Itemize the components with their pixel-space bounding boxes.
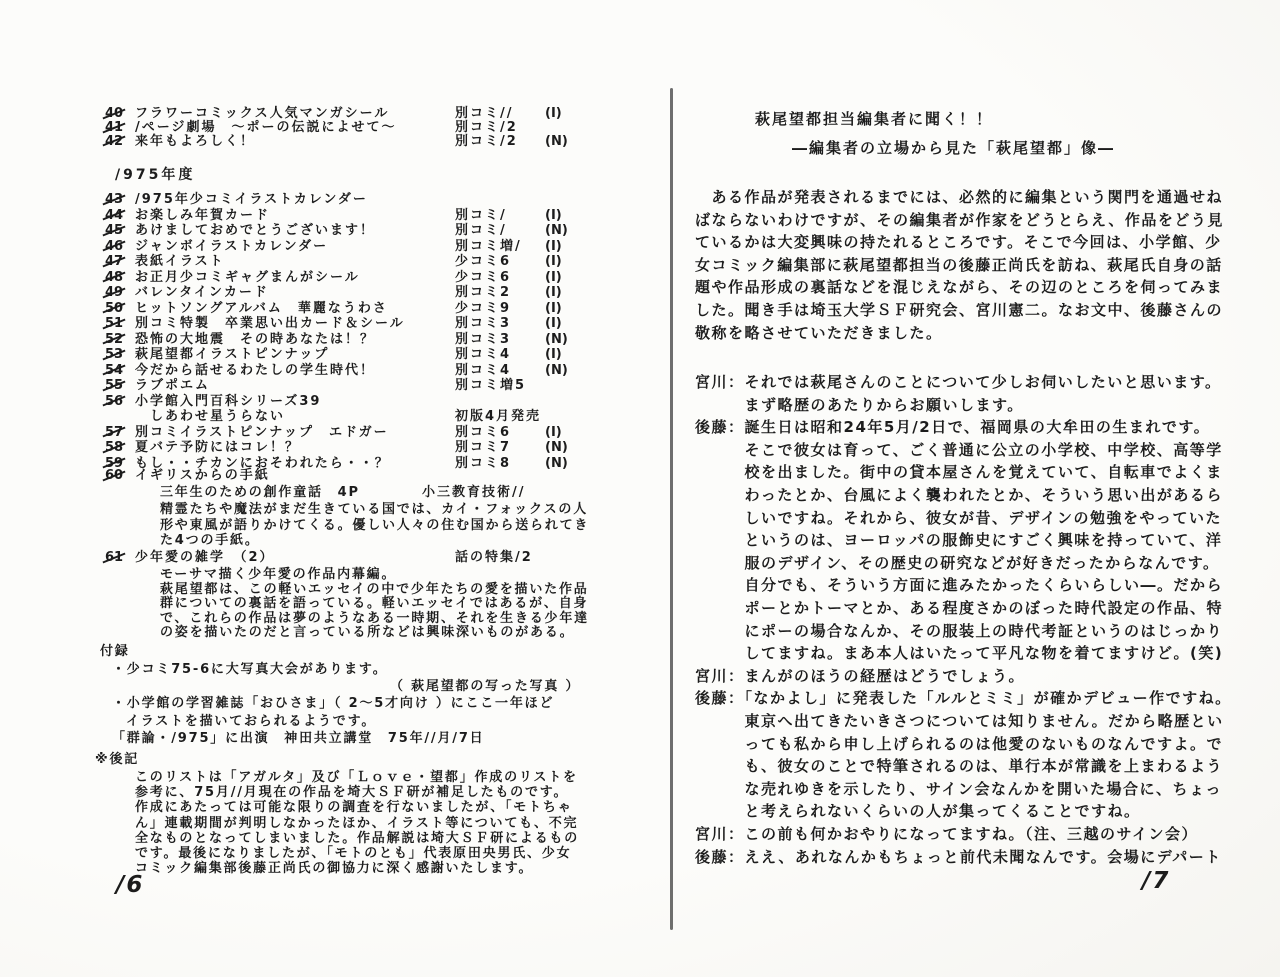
item-number: 59 xyxy=(105,456,135,471)
item-mark: (I) xyxy=(545,424,562,440)
appendix-line: （ 萩尾望都の写った写真 ） xyxy=(390,679,581,695)
item-title: フラワーコミックス人気マンガシール xyxy=(135,106,390,121)
item-title: 夏バテ予防にはコレ！？ xyxy=(135,440,301,455)
postscript-line: 全なものとなってしまいました。作品解説は埼大ＳＦ研によるもの xyxy=(135,830,580,846)
dialogue-line: 服のデザイン、その歴史の研究などが好きだったからなんです。 xyxy=(695,553,1220,572)
item-number: 43 xyxy=(105,192,135,207)
work-item-row xyxy=(105,238,562,254)
item-publication: 別コミ4 xyxy=(455,347,512,362)
item-title: 恐怖の大地震 その時あなたは！？ xyxy=(135,331,376,347)
dialogue-line: な売れゆきを示したり、サイン会なんかを開いた場合に、ちょっ xyxy=(695,779,1222,798)
item-publication: 別コミ// xyxy=(455,106,514,121)
item-title: ヒットソングアルバム 華麗なうわさ xyxy=(135,300,388,316)
intro-line: した。聞き手は埼玉大学ＳＦ研究会、宮川憲二。なお文中、後藤さんの xyxy=(695,301,1224,319)
postscript-line: コミック編集部後藤正尚氏の御協力に深く感謝いたします。 xyxy=(135,861,534,877)
appendix-heading: 付録 xyxy=(100,644,130,659)
item61-description-line: の姿を描いたのだと言っている所などは興味深いものがある。 xyxy=(160,625,575,641)
item-title: お楽しみ年賀カード xyxy=(135,207,271,223)
work-item-row xyxy=(105,285,562,300)
item-number: 61 xyxy=(105,550,135,565)
item-title: 小学館入門百科シリーズ39 xyxy=(135,393,322,409)
item-number: 42 xyxy=(105,134,135,149)
item-publication: 別コミ/2 xyxy=(455,119,518,135)
item-publication: 別コミ/ xyxy=(455,207,507,223)
dialogue-line: も、彼女のことで特筆されるのは、単行本が常識を上まわるよう xyxy=(695,757,1224,776)
intro-line: 敬称を略させていただきました。 xyxy=(695,323,943,342)
item-number: 53 xyxy=(105,347,135,362)
item-mark: (N) xyxy=(545,331,568,347)
item-number: 55 xyxy=(105,378,135,393)
item-publication: 別コミ増5 xyxy=(455,378,527,393)
item-number: 52 xyxy=(105,332,135,347)
item-publication: 別コミ増/ xyxy=(455,238,522,254)
item-mark: (I) xyxy=(545,300,562,316)
intro-line: ばならないわけですが、その編集者が作家をどうとらえ、作品をどう見 xyxy=(695,210,1224,229)
work-item-row xyxy=(105,192,368,207)
item-number: 47 xyxy=(105,254,135,269)
appendix-line: 「群論・/975」に出演 神田共立講堂 75年//月/7日 xyxy=(112,730,485,746)
work-item-row xyxy=(105,316,562,331)
work-item-row xyxy=(105,468,270,483)
item-publication: 小三教育技術// xyxy=(422,485,526,500)
postscript-line: 参考に、75月//月現在の作品を埼大ＳＦ研が補足したものです。 xyxy=(135,785,569,801)
work-item-row xyxy=(105,269,562,285)
work-item-row xyxy=(105,331,568,347)
item-mark: (N) xyxy=(545,440,568,455)
item-mark: (I) xyxy=(545,316,562,331)
item-publication: 別コミ3 xyxy=(455,316,512,331)
dialogue-line: 校を出ました。街中の貸本屋さんを覚えていて、自転車でよくま xyxy=(695,463,1223,482)
item-publication: 少コミ9 xyxy=(455,300,512,316)
item-title: イギリスからの手紙 xyxy=(135,468,270,483)
work-item-row xyxy=(105,207,562,223)
interview-subtitle: ―編集者の立場から見た「萩尾望都」像― xyxy=(792,139,1116,157)
postscript-line: このリストは「アガルタ」及び「Ｌｏｖｅ・望都」作成のリストを xyxy=(135,770,578,785)
item-publication: 初版4月発売 xyxy=(455,409,542,424)
item-number: 54 xyxy=(105,363,135,378)
work-item-row xyxy=(105,409,542,424)
item-publication: 別コミ4 xyxy=(455,362,512,378)
item-publication: 少コミ6 xyxy=(455,254,512,269)
postscript-line: 作成にあたっては可能な限りの調査を行ないましたが、「モトちゃ xyxy=(135,800,573,816)
item61-description-line: モーサマ描く少年愛の作品内幕編。 xyxy=(160,567,397,582)
item-mark: (I) xyxy=(545,347,562,362)
item-title: 別コミ特製 卒業思い出カード＆シール xyxy=(135,316,405,331)
item-mark: (I) xyxy=(545,207,562,223)
item-number: 44 xyxy=(105,208,135,223)
dialogue-line: そこで彼女は育って、ごく普通に公立の小学校、中学校、高等学 xyxy=(695,440,1223,459)
item60-description-line: た4つの手紙。 xyxy=(160,533,260,549)
item-number: 60 xyxy=(105,468,135,483)
item-publication: 別コミ/ xyxy=(455,223,507,238)
item-publication: 話の特集/2 xyxy=(455,550,533,565)
dialogue-line: わったとか、台風によく襲われたとか、そういう思い出があるら xyxy=(695,486,1223,504)
item-mark: (N) xyxy=(545,223,568,238)
work-item-row xyxy=(105,362,568,378)
item-publication: 別コミ/2 xyxy=(455,133,518,149)
item-mark: (I) xyxy=(545,269,562,285)
work-item-row xyxy=(105,378,527,393)
item-mark: (N) xyxy=(545,133,568,149)
postscript-line: です。最後になりましたが、「モトのとも」代表原田央男氏、少女 xyxy=(135,846,572,861)
postscript-heading: ※後記 xyxy=(95,752,140,767)
item-title: 萩尾望都イラストピンナップ xyxy=(135,347,330,362)
item-title: /975年少コミイラストカレンダー xyxy=(135,192,368,207)
item-mark: (N) xyxy=(545,455,568,471)
postscript-line: ん」連載期間が判明しなかったほか、イラスト等についても、不完 xyxy=(135,815,579,831)
dialogue-line: と考えられないくらいの人が集ってくることですね。 xyxy=(695,802,1141,821)
item-publication: 別コミ6 xyxy=(455,424,512,440)
item60-description-line: 精霊たちや魔法がまだ生きている国では、カイ・フォックスの人 xyxy=(160,502,589,517)
item-number: 57 xyxy=(105,425,135,440)
item-title: 少年愛の雑学 （2） xyxy=(135,550,275,565)
page-number-right: /7 xyxy=(1142,868,1171,894)
work-item-row xyxy=(105,300,562,316)
dialogue-line: しいですね。それから、彼女が昔、デザインの勉強をやっていた xyxy=(695,508,1222,527)
item-title: /ページ劇場 ～ポーの伝説によせて～ xyxy=(135,119,397,135)
work-item-row xyxy=(105,424,562,440)
item-title: お正月少コミギャグまんがシール xyxy=(135,269,360,285)
dialogue-line: っても私から申し上げられるのは他愛のないものなんですよ。で xyxy=(695,734,1224,753)
dialogue-line: 宮川：それでは萩尾さんのことについて少しお伺いしたいと思います。 xyxy=(695,373,1222,391)
item-publication: 別コミ2 xyxy=(455,285,512,300)
dialogue-line: にポーの場合なんか、その服装上の時代考証というのはじっかり xyxy=(695,621,1224,640)
item-title: あけましておめでとうございます！ xyxy=(135,223,376,238)
work-item-row xyxy=(105,394,321,409)
work-item-row xyxy=(105,133,568,149)
dialogue-line: 宮川：まんがのほうの経歴はどうでしょう。 xyxy=(695,666,1026,685)
appendix-line: ・小学館の学習雑誌「おひさま」（ 2～5才向け ）にここ一年ほど xyxy=(112,696,555,712)
dialogue-line: 東京へ出てきたいきさつについては知りません。だから略歴とい xyxy=(695,712,1224,730)
item-title: しあわせ星うらない xyxy=(135,409,286,424)
item-title: ジャンボイラストカレンダー xyxy=(135,238,329,254)
page-number-left: /6 xyxy=(116,872,145,898)
year-heading: /975年度 xyxy=(115,167,196,183)
item-title: 別コミイラストピンナップ エドガー xyxy=(135,424,389,440)
item-mark: (I) xyxy=(545,254,562,269)
work-item-row xyxy=(105,440,568,455)
intro-line: ある作品が発表されるまでには、必然的に編集という関門を通過せね xyxy=(695,188,1224,206)
dialogue-line: 宮川：この前も何かおやりになってますね。（注、三越のサイン会） xyxy=(695,825,1198,843)
work-item-row xyxy=(105,254,562,269)
dialogue-line: まず略歴のあたりからお願いします。 xyxy=(695,395,1024,414)
dialogue-line: 後藤：「なかよし」に発表した「ルルとミミ」が確かデビュー作ですね。 xyxy=(695,689,1232,708)
appendix-line: イラストを描いておられるようです。 xyxy=(126,713,377,729)
work-item-row xyxy=(105,550,533,565)
item-number: 56 xyxy=(105,394,135,409)
item-publication: 別コミ8 xyxy=(455,455,512,471)
item-title: もし・・チカンにおそわれたら・・？ xyxy=(135,455,390,471)
dialogue-line: してますね。まあ本人はいたって平凡な物を着てますけど。(笑) xyxy=(695,644,1224,663)
item61-description-line: で、これらの作品は夢のようなある一時期、それを生きる少年達 xyxy=(160,610,589,626)
item-number: 41 xyxy=(105,120,135,135)
item-number: 49 xyxy=(105,285,135,300)
item-number: 48 xyxy=(105,270,135,285)
work-item-row xyxy=(105,119,518,135)
item-title: 表紙イラスト xyxy=(135,254,225,269)
appendix-line: ・少コミ75-6に大写真大会があります。 xyxy=(112,662,388,677)
item-number: 51 xyxy=(105,316,135,331)
intro-line: 題や作品形成の裏話などを混じえながら、その辺のところを伺ってみま xyxy=(695,278,1224,297)
item-number: 46 xyxy=(105,239,135,254)
item-publication: 別コミ7 xyxy=(455,440,512,455)
item-title: ラブポエム xyxy=(135,378,211,393)
item-publication: 少コミ6 xyxy=(455,269,512,285)
page-gutter-binding-line xyxy=(670,88,673,930)
item61-description-line: 群についての裏話を語っている。軽いエッセイではあるが、自身 xyxy=(160,596,589,612)
item-title: 今だから話せるわたしの学生時代！ xyxy=(135,362,376,378)
item-number: 50 xyxy=(105,301,135,316)
dialogue-line: 自分でも、そういう方面に進みたかったくらいらしい―。だから xyxy=(695,576,1224,595)
item61-description-line: 萩尾望都は、この軽いエッセイの中で少年たちの愛を描いた作品 xyxy=(160,581,589,597)
item-mark: (I) xyxy=(545,106,562,121)
dialogue-line: というのは、ヨーロッパの服飾史にすごく興味を持っていて、洋 xyxy=(695,531,1223,550)
item-mark: (I) xyxy=(545,238,562,254)
work-item-row xyxy=(105,223,568,238)
intro-line: ているかは大変興味の持たれるところです。そこで今回は、小学館、少 xyxy=(695,233,1222,252)
intro-line: 女コミック編集部に萩尾望都担当の後藤正尚氏を訪ね、萩尾氏自身の話 xyxy=(695,255,1223,274)
dialogue-line: 後藤：ええ、あれなんかもちょっと前代未聞なんです。会場にデパート xyxy=(695,847,1222,866)
dialogue-line: 後藤：誕生日は昭和24年5月/2日で、福岡県の大牟田の生まれです。 xyxy=(695,418,1211,437)
item60-subtitle: 三年生のための創作童話 4P 小三教育技術// xyxy=(160,485,526,500)
item60-description-line: 形や東風が語りかけてくる。優しい人々の住む国から送られてき xyxy=(160,517,590,533)
item-mark: (N) xyxy=(545,362,568,378)
interview-title: 萩尾望都担当編集者に聞く！！ xyxy=(755,110,994,128)
item-number: 58 xyxy=(105,440,135,455)
work-item-row xyxy=(105,347,562,362)
item-title: バレンタインカード xyxy=(135,285,269,300)
item-mark: (I) xyxy=(545,285,562,300)
item-publication: 別コミ3 xyxy=(455,331,512,347)
dialogue-line: ポーとかトーマとか、ある程度さかのぼった時代設定の作品、特 xyxy=(695,599,1224,617)
item-number: 45 xyxy=(105,223,135,238)
item-title: 来年もよろしく！ xyxy=(135,133,256,149)
item-number: 40 xyxy=(105,106,135,121)
work-item-row xyxy=(105,106,562,121)
